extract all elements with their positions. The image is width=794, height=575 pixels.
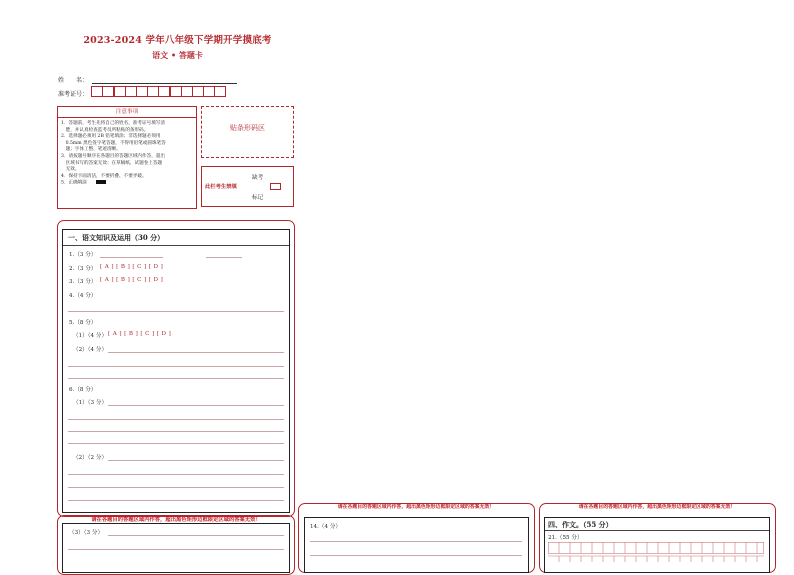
answer-line[interactable] — [68, 366, 284, 367]
q5-1-label: （1）（4 分） — [73, 333, 108, 339]
answer-line[interactable] — [206, 257, 242, 258]
answer-line[interactable] — [68, 443, 284, 444]
answer-line[interactable] — [108, 405, 284, 406]
option-d[interactable]: [ D ] — [156, 331, 172, 337]
warning-text: 请在各题目的答题区域内作答，超出黑色矩形边框限定区域的答案无效！ — [578, 504, 736, 510]
filled-bubble-icon — [96, 180, 106, 184]
q5-1-options[interactable] — [108, 331, 171, 337]
q6-2-label: （2）（2 分） — [73, 455, 108, 461]
answer-line[interactable] — [108, 460, 284, 461]
option-d[interactable]: [ D ] — [148, 277, 164, 283]
option-c[interactable]: [ C ] — [132, 264, 147, 270]
barcode-area — [201, 106, 294, 158]
q14-label: 14.（4 分） — [310, 524, 342, 530]
q6-3-label: （3）（3 分） — [69, 530, 104, 536]
section4-title: 四、作文。（55 分） — [548, 520, 613, 529]
answer-line[interactable] — [68, 500, 284, 501]
q5-2-label: （2）（4 分） — [73, 347, 108, 353]
warning-text: 请在各题目的答题区域内作答，超出黑色矩形边框限定区域的答案无效！ — [91, 517, 261, 523]
absent-label: 缺考 — [252, 175, 264, 181]
q6-1-label: （1）（3 分） — [73, 400, 108, 406]
answer-line[interactable] — [68, 474, 284, 475]
answer-line[interactable] — [108, 535, 284, 536]
q2-label: 2.（3 分） — [69, 266, 97, 272]
answer-line[interactable] — [310, 541, 522, 542]
notice-item-text: 5．正确填涂 — [61, 180, 87, 186]
option-a[interactable]: [ A ] — [108, 331, 122, 337]
composition-grid[interactable] — [548, 542, 764, 562]
option-d[interactable]: [ D ] — [148, 264, 164, 270]
notice-box — [57, 106, 197, 209]
option-c[interactable]: [ C ] — [140, 331, 155, 337]
grid-svg — [548, 542, 764, 562]
q3-options[interactable] — [100, 277, 163, 283]
answer-line[interactable] — [68, 311, 284, 312]
answer-line[interactable] — [68, 378, 284, 379]
divider — [545, 530, 769, 531]
option-b[interactable]: [ B ] — [116, 277, 131, 283]
page-subtitle: 语文 • 答题卡 — [152, 50, 203, 60]
divider — [63, 245, 289, 246]
q3-label: 3.（3 分） — [69, 279, 97, 285]
notice-item: 区域书写的答案无效；在草稿纸、试题卷上答题 — [61, 160, 163, 166]
notice-item: 无效。 — [61, 167, 80, 173]
notice-item: 1．答题前，考生先将自己的姓名，准考证号填写清 — [61, 121, 165, 126]
answer-line[interactable] — [68, 549, 284, 550]
option-c[interactable]: [ C ] — [132, 277, 147, 283]
absent-checkbox[interactable] — [270, 183, 281, 190]
option-b[interactable]: [ B ] — [124, 331, 139, 337]
q2-options[interactable] — [100, 264, 163, 270]
option-b[interactable]: [ B ] — [116, 264, 131, 270]
q5-label: 5.（8 分） — [69, 320, 97, 326]
q21-label: 21.（55 分） — [548, 535, 583, 541]
absent-box — [201, 166, 294, 207]
exam-id-label: 准考证号： — [58, 91, 89, 98]
option-a[interactable]: [ A ] — [100, 277, 114, 283]
notice-item: 3．请按题号顺序在各题目的答题区域内作答，超出 — [61, 153, 165, 159]
barcode-label: 贴条形码区 — [230, 124, 265, 132]
notice-item: 2．选择题必须用 2B 铅笔填涂；非选择题必须用 — [61, 134, 161, 140]
section1-title: 一、语文知识及运用（30 分） — [68, 233, 165, 242]
absent-note: 此栏考生禁填 — [205, 184, 237, 190]
notice-item: 4．保持卡面清洁，不要折叠、不要弄破。 — [61, 173, 147, 179]
notice-item: 题；字体工整、笔迹清晰。 — [61, 147, 121, 153]
answer-line[interactable] — [68, 431, 284, 432]
q4-label: 4.（4 分） — [69, 293, 97, 299]
option-a[interactable]: [ A ] — [100, 264, 114, 270]
exam-id-grid[interactable] — [92, 86, 226, 97]
q1-label: 1.（3 分） — [69, 252, 97, 258]
answer-line[interactable] — [310, 555, 522, 556]
name-field[interactable] — [92, 83, 237, 84]
notice-item — [61, 180, 196, 187]
warning-text: 请在各题目的答题区域内作答，超出黑色矩形边框限定区域的答案无效！ — [337, 504, 495, 510]
answer-line[interactable] — [100, 257, 163, 258]
notice-item: 0.5mm 黑色签字笔答题，不得用铅笔或圆珠笔答 — [61, 140, 166, 146]
answer-line[interactable] — [68, 419, 284, 420]
page-title: 2023-2024 学年八年级下学期开学摸底考 — [83, 35, 272, 46]
name-label: 姓 名： — [58, 77, 89, 84]
answer-line[interactable] — [68, 487, 284, 488]
q6-label: 6.（8 分） — [69, 387, 97, 393]
notice-item: 楚，并认真检查监考员所粘贴的条形码。 — [61, 127, 149, 133]
notice-title: 注意事项 — [58, 107, 196, 118]
answer-line[interactable] — [108, 352, 284, 353]
absent-mark-label: 标记 — [252, 195, 264, 201]
